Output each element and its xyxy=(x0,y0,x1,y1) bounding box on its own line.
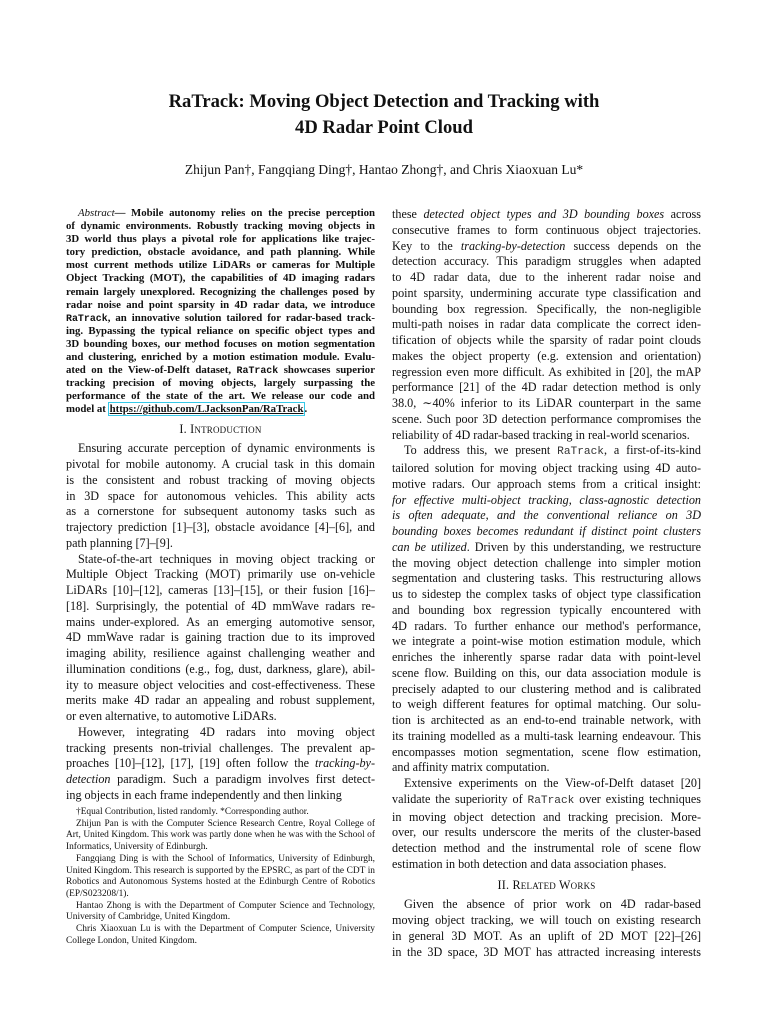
footnote-affiliation: Zhijun Pan is with the Computer Science Research Centre, Royal College of Art, United Kingdom. This work was partly done when he was with the School of Informatics, University of Edinburgh. xyxy=(66,818,375,853)
body-line: trajectory prediction [1]–[3], obstacle avoidance [4]–[6], and xyxy=(66,520,375,534)
body-line: is the consistent and robust tracking of moving objects xyxy=(66,472,375,487)
body-line: scene. Such poor 3D detection performance compromises the xyxy=(392,411,701,426)
footnotes xyxy=(66,807,375,947)
body-line: in moving object detection and tracking precision. More- xyxy=(392,809,701,824)
emphasis: can be utilized xyxy=(392,539,467,554)
body-line xyxy=(392,524,701,540)
footnote-affiliation: Chris Xiaoxuan Lu is with the Department of Computer Science, University College London, United Kingdom. xyxy=(66,924,375,946)
body-line: Ensuring accurate perception of dynamic environments is xyxy=(78,441,375,456)
body-line: we integrate a point-wise motion estimation module, which xyxy=(392,634,701,649)
emphasis: tracking-by-detection xyxy=(460,238,566,253)
body-line: estimation in both detection and data association phases. xyxy=(392,856,667,871)
body-line: in 3D space for autonomous vehicles. This ability acts xyxy=(66,488,375,503)
abstract xyxy=(66,207,375,417)
body-line: us to sidestep the complex tasks of object type classification xyxy=(392,587,701,601)
section-heading-introduction xyxy=(66,422,375,438)
body-line: merits make 4D radar an appealing and robust supplement, xyxy=(66,693,375,708)
body-line: in general 3D MOT. As an uplift of 2D MOT [22]–[26] xyxy=(392,928,701,943)
emphasis: detected object types and 3D bounding boxes xyxy=(423,207,665,221)
abstract-line: 3D bounding boxes, our method focuses on motion segmentation xyxy=(66,337,375,350)
section-title: Related Works xyxy=(512,877,596,892)
body-line: and affinity matrix computation. xyxy=(392,760,550,775)
section-heading-related-works xyxy=(392,878,701,894)
body-line: tion is architected as an end-to-end trainable network, with xyxy=(392,713,701,727)
body-line: tracking presents non-trivial challenges. The prevalent ap- xyxy=(66,740,375,755)
body-line: bounding box regression. Specifically, the non-negligible xyxy=(392,301,701,316)
body-line: detection paradigm. Such a paradigm involves first detect- xyxy=(66,772,375,786)
body-line: ing objects in each frame independently and then linking xyxy=(66,787,342,802)
body-line: State-of-the-art techniques in moving object tracking or xyxy=(78,551,375,566)
body-line: proaches [10]–[12], [17], [19] often follow the tracking-by- xyxy=(66,756,375,771)
code-link[interactable]: https://github.com/LJacksonPan/RaTrack xyxy=(109,403,304,416)
body-line: can be utilized. Driven by this understanding, we restructure xyxy=(392,539,701,554)
abstract-line: remain largely unexplored. Recognizing the challenges posed by xyxy=(66,285,375,298)
body-line: detection method and the instrumental role of scene flow xyxy=(392,841,701,855)
method-name: RaTrack xyxy=(66,312,108,324)
body-line: Extensive experiments on the View-of-Delft dataset [20] xyxy=(404,776,701,790)
body-line: Given the absence of prior work on 4D radar-based xyxy=(404,897,701,912)
body-line: to weigh different features for optimal matching. Our solu- xyxy=(392,697,701,712)
abstract-label: Abstract xyxy=(78,207,115,219)
body-line: the moving object detection challenge into simpler motion xyxy=(392,555,701,570)
body-line: path planning [7]–[9]. xyxy=(66,535,173,550)
body-line: validate the superiority of RaTrack over existing techniques xyxy=(392,791,701,807)
method-name: RaTrack xyxy=(527,794,575,807)
body-line: as a cornerstone for subsequent autonomy tasks such as xyxy=(66,504,375,519)
method-name: RaTrack xyxy=(557,446,604,459)
body-line: imaging ability, resilience against challenging weather and xyxy=(66,646,375,660)
abstract-line: of dynamic environments. Robustly tracking moving objects in xyxy=(66,220,375,233)
abstract-line: Abstract— Mobile autonomy relies on the precise perception xyxy=(78,207,375,219)
title-line-2: 4D Radar Point Cloud xyxy=(295,117,473,138)
body-line: to 4D radar data, due to the inherent radar noise and xyxy=(392,270,701,284)
body-line: moving object tracking, we will touch on existing research xyxy=(392,913,701,927)
title-line-1: RaTrack: Moving Object Detection and Tracking with xyxy=(168,91,600,112)
body-line: detection accuracy. This paradigm struggles when adapted xyxy=(392,254,701,269)
footnote-contribution: †Equal Contribution, listed randomly. *Corresponding author. xyxy=(76,807,309,817)
body-line: consecutive frames to form continuous object trajectories. xyxy=(392,222,701,237)
abstract-line: RaTrack, an innovative solution tailored for radar-based track- xyxy=(66,311,375,324)
body-line: ity to measure object velocities and cost-effectiveness. These xyxy=(66,677,375,692)
body-line: multi-path noises in radar data complicate the correct iden- xyxy=(392,317,701,332)
body-line: regression even more difficult. As exhibited in [20], the mAP xyxy=(392,364,701,379)
body-line: Key to the tracking-by-detection success depends on the xyxy=(392,238,701,253)
abstract-line: performance of the state of the art. We release our code and xyxy=(66,390,375,403)
body-line: [18]. Surprisingly, the potential of 4D mmWave radars re- xyxy=(66,598,375,613)
body-line xyxy=(392,493,701,509)
section-numeral: I. xyxy=(179,421,187,436)
body-line: motive radars. Our approach stems from a critical insight: xyxy=(392,476,701,491)
left-column xyxy=(66,207,375,804)
body-line: point sparsity, undermining accurate type classification and xyxy=(392,285,701,300)
body-line: 4D radars. To further enhance our method's performance, xyxy=(392,618,701,633)
abstract-line: Object Tracking (MOT), the capabilities of 4D imaging radars xyxy=(66,272,375,285)
abstract-line: tracking precision of moving objects, largely surpassing the xyxy=(66,377,375,390)
body-line: precisely adapted to our clustering method and is calibrated xyxy=(392,681,701,696)
body-line: its training modelled as a multi-task learning endeavour. This xyxy=(392,728,701,743)
emphasis: tracking-by- xyxy=(314,756,375,771)
body-line: However, integrating 4D radars into moving object xyxy=(78,724,375,739)
section-numeral: II. xyxy=(497,877,510,892)
body-line: scene flow. Building on this, our data association module is xyxy=(392,665,701,680)
body-line xyxy=(392,508,701,524)
body-line: 4D mmWave radar is gaining traction due to its improved xyxy=(66,630,375,645)
method-name: RaTrack xyxy=(236,365,279,377)
body-line: 38.0, ∼40% inferior to its LiDAR counterpart in the same xyxy=(392,396,701,410)
abstract-line: radar noise and point sparsity in 4D radar data, we introduce xyxy=(66,298,375,311)
body-line: tailored solution for moving object tracking using 4D auto- xyxy=(392,461,701,475)
body-line: illumination conditions (e.g., fog, dust, darkness, glare), abil- xyxy=(66,661,375,676)
emphasis: is often adequate, and the conventional reliance on 3D xyxy=(392,508,701,523)
body-line: reliability of 4D radar-based tracking in real-world scenarios. xyxy=(392,427,690,442)
body-line: Multiple Object Tracking (MOT) primarily use on-vehicle xyxy=(66,567,375,582)
body-line: segmentation and clustering tasks. This restructuring allows xyxy=(392,571,701,586)
abstract-line: ing. Bypassing the typical reliance on specific object types and xyxy=(66,324,375,337)
body-line: To address this, we present RaTrack, a first-of-its-kind xyxy=(404,443,701,459)
section-title: Introduction xyxy=(190,421,262,436)
abstract-line: model at https://github.com/LJacksonPan/RaTrack. xyxy=(66,403,308,416)
abstract-line: and clustering, enriched by a motion estimation module. Evalu- xyxy=(66,351,375,364)
author-list: Zhijun Pan†, Fangqiang Ding†, Hantao Zhong†, and Chris Xiaoxuan Lu* xyxy=(184,162,584,177)
body-line: LiDARs [10]–[12], cameras [13]–[15], or their fusion [16]– xyxy=(66,583,375,597)
right-column xyxy=(392,207,701,960)
body-line: pivotal for mobile autonomy. A crucial task in this domain xyxy=(66,457,375,471)
emphasis: bounding boxes becomes redundant if distinct point clusters xyxy=(392,524,701,538)
body-line: over, our results underscore the merits of the cluster-based xyxy=(392,825,701,840)
abstract-line: ated on the View-of-Delft dataset, RaTrack showcases superior xyxy=(66,364,375,377)
right-body-text xyxy=(392,207,701,873)
abstract-line: tory prediction, obstacle avoidance, and path planning. While xyxy=(66,246,375,259)
emphasis: for effective multi-object tracking, class-agnostic detection xyxy=(392,492,701,507)
body-line: these detected object types and 3D bounding boxes across xyxy=(392,207,702,221)
body-line: and bounding box regression typically encountered with xyxy=(392,602,701,617)
abstract-line: 3D world thus plays a pivotal role for applications like trajec- xyxy=(66,233,375,246)
body-line: performance [21] of the 4D radar detection method is only xyxy=(392,380,701,395)
body-line: tification of objects while the sparsity of radar point clouds xyxy=(392,333,701,347)
footnote-affiliation: Fangqiang Ding is with the School of Informatics, University of Edinburgh, United Kingdom. This research is supported by the EPSRC, as part of the CDT in Robotics and Autonomous Systems hosted at the Edinburgh Centre of Robotics (EP/S023208/1). xyxy=(66,853,375,899)
introduction-body xyxy=(66,441,375,803)
body-line: mains under-explored. As an emerging automotive sensor, xyxy=(66,614,375,629)
body-line: enriches the inherently sparse radar data with point-level xyxy=(392,650,701,664)
related-works-body xyxy=(392,897,701,960)
paper-title xyxy=(60,89,708,141)
body-line: or even alternative, to automotive LiDARs. xyxy=(66,709,277,723)
abstract-line: most current methods utilize LiDARs or cameras for Multiple xyxy=(66,259,375,272)
body-line: in the 3D space, 3D MOT has attracted increasing interests xyxy=(392,944,701,959)
body-line: encompasses motion segmentation, scene flow estimation, xyxy=(392,744,701,759)
body-line: makes the object property (e.g. extension and orientation) xyxy=(392,348,701,363)
emphasis: detection xyxy=(66,772,111,786)
footnote-affiliation: Hantao Zhong is with the Department of Computer Science and Technology, University of Cambridge, United Kingdom. xyxy=(66,900,375,923)
